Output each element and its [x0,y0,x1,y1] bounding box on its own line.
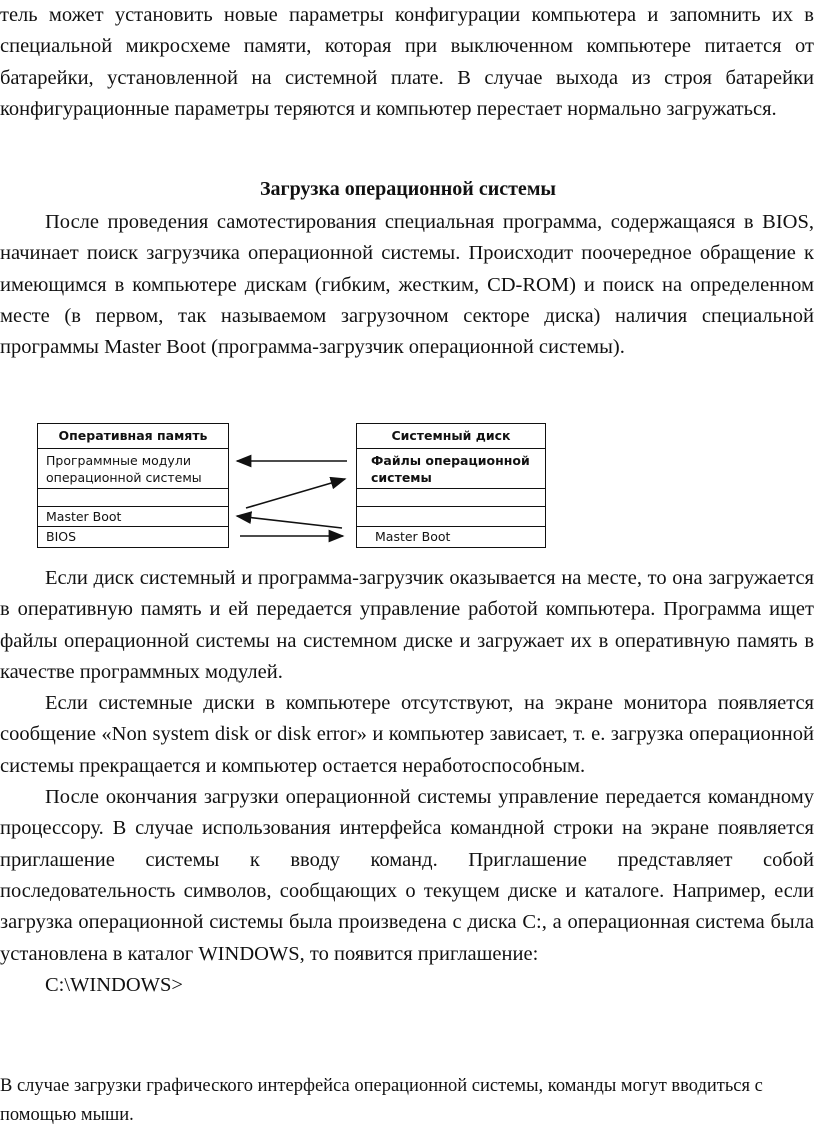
text: Если системные диски в компьютере отсутствуют, на экране монитора появляется сообщение «Non system disk or disk error» и компьютер зависает, т. е. загрузка операционной системы прекращается и компьютер остается неработоспособным. [0,692,814,777]
disk-title: Системный диск [357,424,545,449]
arrow-mb-to-files [246,479,345,508]
paragraph-gui: В случае загрузки графического интерфейса операционной системы, команды могут вводиться с помощью мыши. [0,1076,763,1125]
arrow-disk-mb-to-ram [237,516,342,528]
ram-title: Оперативная память [38,424,228,449]
ram-row: BIOS [46,529,77,544]
ram-row: Программные модули операционной системы [38,449,228,489]
disk-row: Файлы операционной системы [357,449,545,489]
text: тель может установить новые параметры конфигурации компьютера и запомнить их в специальной микросхеме памяти, которая при выключенном компьютере питается от батарейки, установленной на системной плате. В случае выхода из строя батарейки конфигурационные параметры теряются и компьютер перестает нормально загружаться. [0,4,814,120]
text: После проведения самотестирования специальная программа, содержащаяся в BIOS, начинает поиск загрузчика операционной системы. Происходит поочередное обращение к имеющимся в компьютере дискам (гибким, жестким, CD-ROM) и поиск на определенном месте (в первом, так называемом загрузочном секторе диска) наличия специальной программы Master Boot (программа-загрузчик операционной системы). [0,211,814,359]
text: После окончания загрузки операционной системы управление передается командному процессору. В случае использования интерфейса командной строки на экране появляется приглашение системы к вводу команд. Приглашение представляет собой последовательность символов, сообщающих о текущем диске и каталоге. Например, если загрузка операционной системы была произведена с диска C:, а операционная система была установлена в каталог WINDOWS, то появится приглашение: [0,786,814,965]
text: Если диск системный и программа-загрузчик оказывается на месте, то она загружается в оперативную память и ей передается управление работой компьютера. Программа ищет файлы операционной системы на системном диске и загружает их в оперативную память в качестве программных модулей. [0,567,814,683]
disk-row: Master Boot [375,529,451,544]
ram-row: Master Boot [38,507,228,527]
paragraph-loaded [0,563,814,1001]
command-prompt-example: C:\WINDOWS> [45,973,183,996]
section-heading: Загрузка операционной системы [259,178,557,200]
